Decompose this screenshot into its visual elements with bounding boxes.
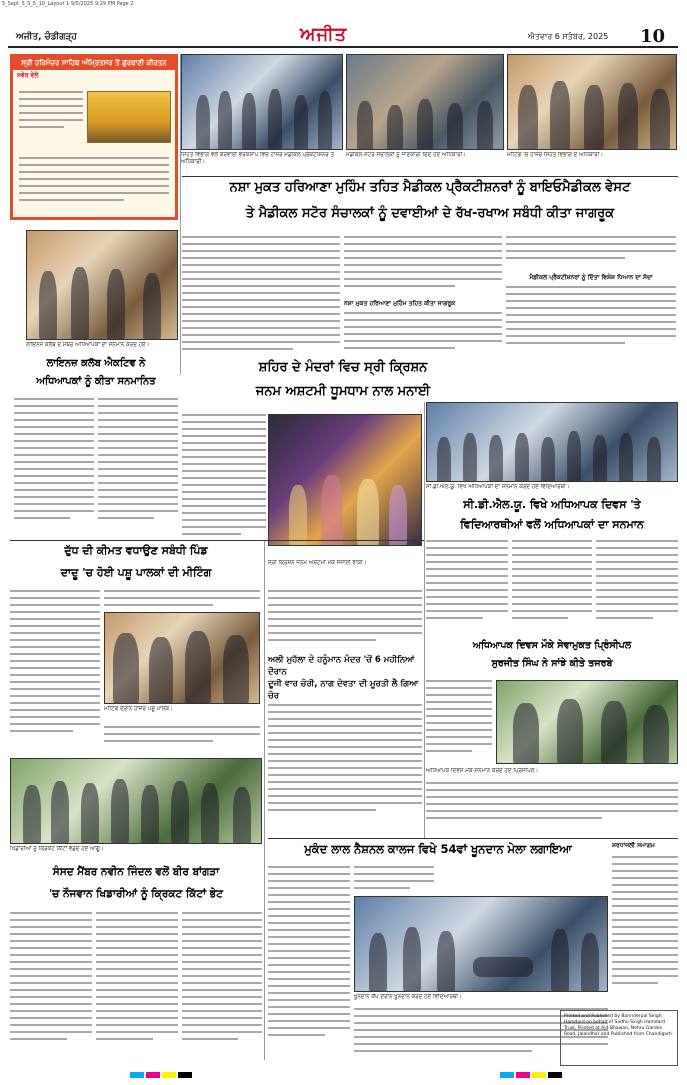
blood-donation-headline: ਮੁਕੰਦ ਲਾਲ ਨੈਸ਼ਨਲ ਕਾਲਜ ਵਿਖੇ 54ਵਾਂ ਖੂਨਦਾਨ ਮੇਲਾ ਲਗਾਇਆ — [304, 842, 572, 856]
workshop-photo-caption: ਸਿਹਤ ਵਿਭਾਗ ਵਲੋਂ ਕਰਵਾਈ ਵਰਕਸ਼ਾਪ ਵਿਚ ਹਾਜ਼ਰ ਮੈਡੀਕਲ ਪ੍ਰੈਕਟੀਸ਼ਨਰ ਤੇ ਅਧਿਕਾਰੀ। — [181, 152, 334, 165]
cdlu-story-col3 — [596, 540, 678, 630]
main-story-col3b — [506, 286, 676, 356]
registration-mark — [516, 1072, 530, 1078]
lions-club-photo — [26, 230, 178, 340]
registration-mark — [548, 1072, 562, 1078]
registration-mark — [532, 1072, 546, 1078]
milk-headline-line2: ਦਾਦੂ 'ਚ ਹੋਈ ਪਸ਼ੂ ਪਾਲਕਾਂ ਦੀ ਮੀਟਿੰਗ — [60, 566, 212, 579]
cdlu-headline: ਸੀ.ਡੀ.ਐਲ.ਯੂ. ਵਿਖੇ ਅਧਿਆਪਕ ਦਿਵਸ 'ਤੇ — [463, 498, 641, 511]
advert-text-bottom — [19, 157, 169, 213]
cdlu-story-col1 — [426, 540, 508, 630]
blood-photo-caption: ਖੂਨਦਾਨ ਕੈਂਪ ਦੌਰਾਨ ਖੂਨਦਾਨ ਕਰਦੇ ਹੋਏ ਵਿਦਿਆਰਥੀ। — [354, 994, 462, 1000]
teacher-story-col2 — [426, 782, 678, 826]
lions-headline: ਲਾਇਨਜ਼ ਕਲੱਬ ਐਕਟਿਵ ਨੇ — [46, 358, 146, 369]
lions-story-col2 — [98, 398, 178, 534]
column-rule — [264, 540, 265, 1060]
cricket-story-col1 — [10, 912, 92, 1062]
cricket-photo-caption: ਖਿਡਾਰੀਆਂ ਨੂੰ ਕ੍ਰਿਕਟ ਕਿੱਟਾਂ ਵੰਡਦੇ ਹੋਏ ਆਗੂ। — [10, 846, 104, 852]
teacher-day-photo — [496, 680, 678, 764]
page-number: 10 — [640, 26, 666, 47]
teacher-photo-caption: ਅਧਿਆਪਕ ਦਿਵਸ ਮੌਕੇ ਸਨਮਾਨ ਕਰਦੇ ਹੋਏ ਪ੍ਰਿੰਸੀਪਲ। — [426, 768, 539, 774]
main-story-col3 — [506, 236, 676, 266]
edition-label: ਅਜੀਤ, ਚੰਡੀਗੜ੍ਹ — [16, 32, 77, 42]
theft-headline: ਅਲੀ ਮੁਹੱਲਾ ਦੇ ਹਨੂੰਮਾਨ ਮੰਦਰ 'ਚੋਂ 6 ਮਹੀਨਿਆਂ ਦੌਰਾਨ — [268, 655, 415, 677]
obituary-text — [612, 856, 678, 1006]
cdlu-story-col2 — [512, 540, 592, 630]
registration-mark — [146, 1072, 160, 1078]
cricket-kits-photo — [10, 758, 262, 844]
main-story-col2 — [344, 236, 502, 292]
blood-donation-photo — [354, 896, 608, 992]
meeting-photo-caption: ਮੈਡੀਕਲ ਸਟੋਰ ਸੰਚਾਲਕਾਂ ਨੂੰ ਜਾਣਕਾਰੀ ਦਿੰਦੇ ਹੋਏ ਅਧਿਕਾਰੀ। — [346, 152, 466, 158]
workshop-photo — [181, 54, 343, 150]
krishna-headline: ਸ਼ਹਿਰ ਦੇ ਮੰਦਰਾਂ ਵਿਚ ਸ੍ਰੀ ਕ੍ਰਿਸ਼ਨ — [258, 360, 428, 375]
column-rule — [424, 402, 425, 838]
milk-story-col1 — [10, 590, 100, 750]
cdlu-photo-caption: ਸੀ.ਡੀ.ਐਲ.ਯੂ. ਵਿਖੇ ਅਧਿਆਪਕਾਂ ਦਾ ਸਨਮਾਨ ਕਰਦੇ ਹੋਏ ਵਿਦਿਆਰਥੀ। — [426, 484, 570, 490]
main-story-col2b — [344, 312, 502, 356]
imprint-box: Printed and Published by Barinderpal Singh Hamdard on behalf of Sadhu Singh Hamdard Trust, Printed at Ajit Bhawan, Nehru Garden Road, Jalandhar and Published from Chandigarh. — [560, 1010, 678, 1066]
theft-story — [268, 704, 422, 826]
krishna-photo — [268, 414, 422, 546]
cricket-story-col2 — [96, 912, 178, 1062]
kirtan-advert — [10, 54, 178, 220]
teacher-story-col1 — [426, 680, 492, 764]
issue-date: ਐਤਵਾਰ 6 ਸਤੰਬਰ, 2025 — [528, 32, 609, 41]
krishna-photo-caption: ਸ੍ਰੀ ਕ੍ਰਿਸ਼ਨ ਜਨਮ ਅਸ਼ਟਮੀ ਮੌਕੇ ਸਜਾਈ ਝਾਕੀ। — [268, 560, 367, 566]
masthead — [8, 24, 678, 48]
blood-story-col1 — [268, 866, 350, 1062]
registration-mark — [178, 1072, 192, 1078]
section-rule — [182, 176, 678, 177]
milk-story-col2b — [104, 726, 260, 750]
teacher-headline-line2: ਸੁਰਜੀਤ ਸਿੰਘ ਨੇ ਸਾਂਝੇ ਕੀਤੇ ਤਜਰਬੇ — [491, 658, 613, 669]
newspaper-logo: ਅਜੀਤ — [300, 24, 348, 45]
print-slug: 5_Sept_5_S_5_10_Layout 1 9/5/2025 9:29 PM Page 2 — [2, 1, 134, 7]
side-subheading: ਮੈਡੀਕਲ ਪ੍ਰੈਕਟੀਸ਼ਨਰਾਂ ਨੂੰ ਦਿੱਤਾ ਵਿਸ਼ੇਸ਼ ਧਿਆਨ ਦਾ ਸੱਦਾ — [529, 274, 653, 281]
lions-story-col1 — [14, 398, 94, 534]
section-rule — [10, 540, 424, 541]
krishna-headline-line2: ਜਨਮ ਅਸ਼ਟਮੀ ਧੂਮਧਾਮ ਨਾਲ ਮਨਾਈ — [255, 384, 431, 399]
registration-mark — [130, 1072, 144, 1078]
blood-story-col2 — [354, 866, 434, 896]
main-headline-line2: ਤੇ ਮੈਡੀਕਲ ਸਟੋਰ ਸੰਚਾਲਕਾਂ ਨੂੰ ਦਵਾਈਆਂ ਦੇ ਰੱਖ-ਰਖਾਅ ਸਬੰਧੀ ਕੀਤਾ ਜਾਗਰੂਕ — [245, 206, 615, 221]
middle-story — [268, 590, 422, 650]
advert-title: ਸ੍ਰੀ ਹਰਿਮੰਦਰ ਸਾਹਿਬ ਅੰਮ੍ਰਿਤਸਰ ਤੋਂ ਗੁਰਬਾਣੀ ਕੀਰਤਨ — [13, 57, 175, 70]
cricket-headline: ਸੰਸਦ ਮੈਂਬਰ ਨਵੀਨ ਜਿੰਦਲ ਵਲੋਂ ਬੀਰ ਬਾਂਗੜਾ — [52, 866, 220, 878]
theft-headline-line2: ਦੂਜੀ ਵਾਰ ਚੋਰੀ, ਨਾਗ ਦੇਵਤਾ ਦੀ ਮੂਰਤੀ ਲੈ ਗਿਆ ਚੋਰ — [268, 679, 419, 701]
krishna-story-col1 — [182, 414, 266, 544]
obituary-heading: ਸ਼ਰਧਾਂਜਲੀ ਸਮਾਗਮ — [612, 842, 655, 849]
officials-photo-caption: ਮੀਟਿੰਗ 'ਚ ਹਾਜ਼ਰ ਸਿਹਤ ਵਿਭਾਗ ਦੇ ਅਧਿਕਾਰੀ। — [507, 152, 604, 158]
meeting-photo — [346, 54, 504, 150]
milk-story-col2 — [104, 590, 260, 612]
inline-subheading: ਨਸ਼ਾ ਮੁਕਤ ਹਰਿਆਣਾ ਮੁਹਿੰਮ ਤਹਿਤ ਕੀਤਾ ਜਾਗਰੂਕ — [344, 300, 456, 307]
registration-mark — [162, 1072, 176, 1078]
milk-photo-caption: ਮੀਟਿੰਗ ਦੌਰਾਨ ਹਾਜ਼ਰ ਪਸ਼ੂ ਪਾਲਕ। — [104, 706, 173, 712]
milk-meeting-photo — [104, 612, 260, 704]
section-rule — [268, 838, 678, 839]
registration-mark — [500, 1072, 514, 1078]
cricket-story-col3 — [182, 912, 262, 1062]
cdlu-group-photo — [426, 402, 678, 482]
cdlu-headline-line2: ਵਿਦਿਆਰਥੀਆਂ ਵਲੋਂ ਅਧਿਆਪਕਾਂ ਦਾ ਸਨਮਾਨ — [460, 518, 644, 531]
lions-headline-line2: ਅਧਿਆਪਕਾਂ ਨੂੰ ਕੀਤਾ ਸਨਮਾਨਿਤ — [36, 376, 156, 387]
column-rule — [180, 54, 181, 374]
advert-subtitle: ਸਵੇਰ ਵੇਲੇ — [17, 72, 39, 79]
cricket-headline-line2: 'ਚ ਨੌਜਵਾਨ ਖਿਡਾਰੀਆਂ ਨੂੰ ਕ੍ਰਿਕਟ ਕਿੱਟਾਂ ਭੇਟ — [49, 888, 223, 900]
milk-headline: ਦੁੱਧ ਦੀ ਕੀਮਤ ਵਧਾਉਣ ਸਬੰਧੀ ਪਿੰਡ — [64, 544, 208, 557]
golden-temple-image — [87, 91, 171, 143]
lions-photo-caption: ਲਾਇਨਜ਼ ਕਲੱਬ ਦੇ ਮੈਂਬਰ ਅਧਿਆਪਕਾਂ ਦਾ ਸਨਮਾਨ ਕਰਦੇ ਹੋਏ। — [26, 342, 150, 348]
main-headline: ਨਸ਼ਾ ਮੁਕਤ ਹਰਿਆਣਾ ਮੁਹਿੰਮ ਤਹਿਤ ਮੈਡੀਕਲ ਪ੍ਰੈਕਟੀਸ਼ਨਰਾਂ ਨੂੰ ਬਾਇਓਮੈਡੀਕਲ ਵੇਸਟ — [229, 180, 631, 195]
main-story-col1 — [182, 236, 340, 356]
teacher-headline: ਅਧਿਆਪਕ ਦਿਵਸ ਮੌਕੇ ਸੇਵਾਮੁਕਤ ਪ੍ਰਿੰਸੀਪਲ — [472, 640, 632, 651]
advert-text-left — [19, 91, 83, 151]
officials-photo — [507, 54, 677, 150]
